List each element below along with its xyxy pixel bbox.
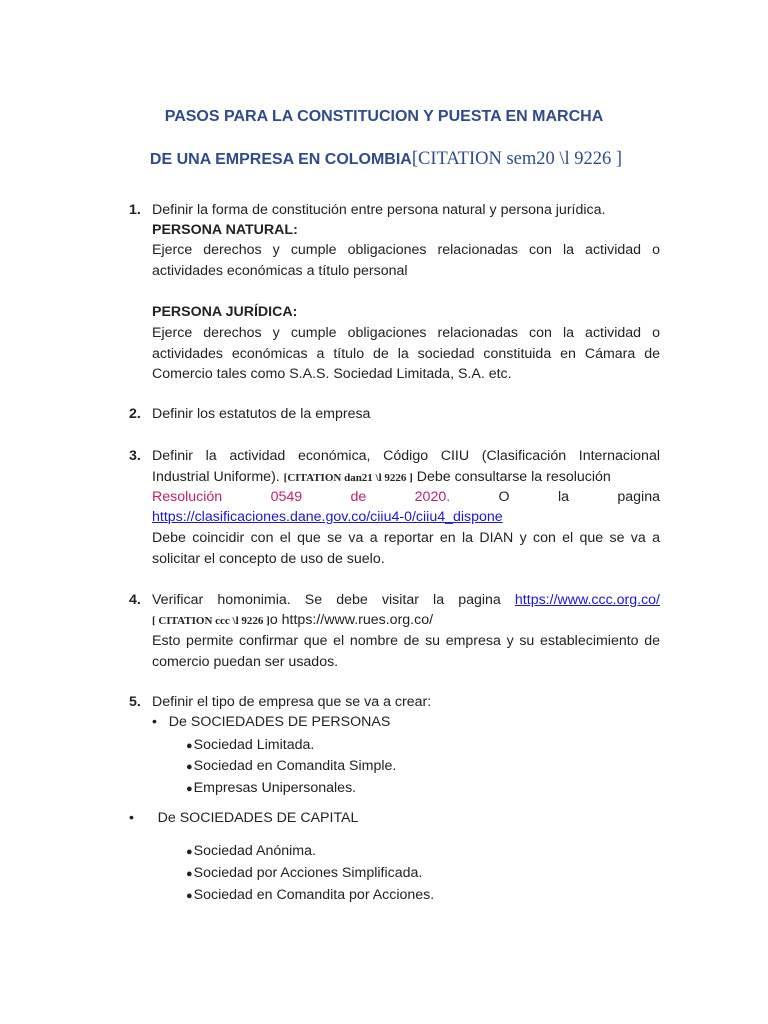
step-4-text-b: o https://www.rues.org.co/	[269, 612, 434, 628]
step-2-text: Definir los estatutos de la empresa	[152, 406, 371, 422]
step-3-citation: [CITATION dan21 \l 9226 ]	[283, 471, 413, 484]
document-title-line1: PASOS PARA LA CONSTITUCION Y PUESTA EN MARCHA	[164, 108, 604, 125]
group-2-label	[129, 808, 358, 829]
list-item	[186, 885, 434, 907]
step-4-citation: [ CITATION ccc \l 9226 ]	[152, 615, 270, 627]
dot-icon: ●	[186, 761, 193, 773]
step-3-text-b: Debe consultarse la resolución	[412, 468, 611, 485]
step-3-number: 3.	[129, 448, 141, 464]
ccc-link[interactable]: https://www.ccc.org.co/	[514, 592, 660, 608]
title-citation: [CITATION sem20 \l 9226 ]	[411, 149, 623, 169]
step-4-line2	[152, 610, 660, 632]
dot-icon: ●	[186, 890, 193, 902]
group-1-label-text: De SOCIEDADES DE PERSONAS	[168, 714, 391, 730]
title-line2-text: DE UNA EMPRESA EN COLOMBIA	[149, 151, 412, 168]
step-4-text-a: Verificar homonimia. Se debe visitar la pagina	[152, 592, 515, 608]
document-title-line2	[2, 149, 768, 170]
step-3-paragraph	[152, 446, 660, 488]
dot-icon: ●	[186, 868, 193, 880]
step-5-number: 5.	[129, 694, 141, 710]
step-3-text-a: Definir la actividad económica, Código CIIU (Clasificación Internacional Industrial Uniforme).	[152, 448, 660, 485]
step-3-link-line	[152, 507, 660, 528]
list-item	[186, 756, 396, 778]
persona-juridica-text: Ejerce derechos y cumple obligaciones relacionadas con la actividad o actividades económicas a título de la sociedad constituida en Cámara de Comercio tales como S.A.S. Sociedad Limitada, S.A. etc.	[152, 325, 660, 382]
resolution-link[interactable]: Resolución 0549 de 2020.	[152, 489, 451, 505]
step-1-text: Definir la forma de constitución entre persona natural y persona jurídica.	[152, 202, 606, 218]
list-item	[186, 841, 316, 863]
group-1-label	[152, 712, 390, 733]
list-item-text: Sociedad Limitada.	[193, 737, 315, 753]
step-5-text: Definir el tipo de empresa que se va a crear:	[152, 694, 432, 710]
dane-ciiu-link[interactable]: https://clasificaciones.dane.gov.co/ciiu4-0/ciiu4_dispone	[152, 509, 503, 525]
step-4-text-c: Esto permite confirmar que el nombre de su empresa y su establecimiento de comercio puedan ser usados.	[152, 633, 660, 670]
list-item	[186, 863, 422, 885]
step-3-text-c: O la pagina	[450, 489, 660, 505]
step-3-resolution-line	[152, 487, 660, 508]
dot-icon: ●	[186, 846, 193, 858]
dot-icon: ●	[186, 740, 193, 752]
list-item-text: Empresas Unipersonales.	[193, 780, 357, 796]
bullet-icon: •	[129, 810, 134, 826]
list-item	[186, 735, 314, 757]
step-4-number: 4.	[129, 592, 141, 608]
persona-juridica-heading: PERSONA JURÍDICA:	[152, 304, 298, 320]
bullet-icon: •	[152, 714, 157, 730]
list-item-text: Sociedad por Acciones Simplificada.	[193, 865, 423, 881]
dot-icon: ●	[186, 783, 193, 795]
list-item-text: Sociedad en Comandita por Acciones.	[193, 887, 435, 903]
step-2-number: 2.	[129, 406, 141, 422]
persona-natural-text: Ejerce derechos y cumple obligaciones relacionadas con la actividad o actividades económicas a título personal	[152, 242, 660, 279]
persona-natural-heading: PERSONA NATURAL:	[152, 222, 298, 238]
group-2-label-text: De SOCIEDADES DE CAPITAL	[157, 810, 359, 826]
list-item-text: Sociedad en Comandita Simple.	[193, 758, 397, 774]
step-1-number: 1.	[129, 202, 141, 218]
step-4-line1	[152, 590, 660, 611]
list-item-text: Sociedad Anónima.	[193, 843, 316, 859]
list-item	[186, 778, 356, 800]
step-3-text-d: Debe coincidir con el que se va a reportar en la DIAN y con el que se va a solicitar el concepto de uso de suelo.	[152, 530, 660, 567]
